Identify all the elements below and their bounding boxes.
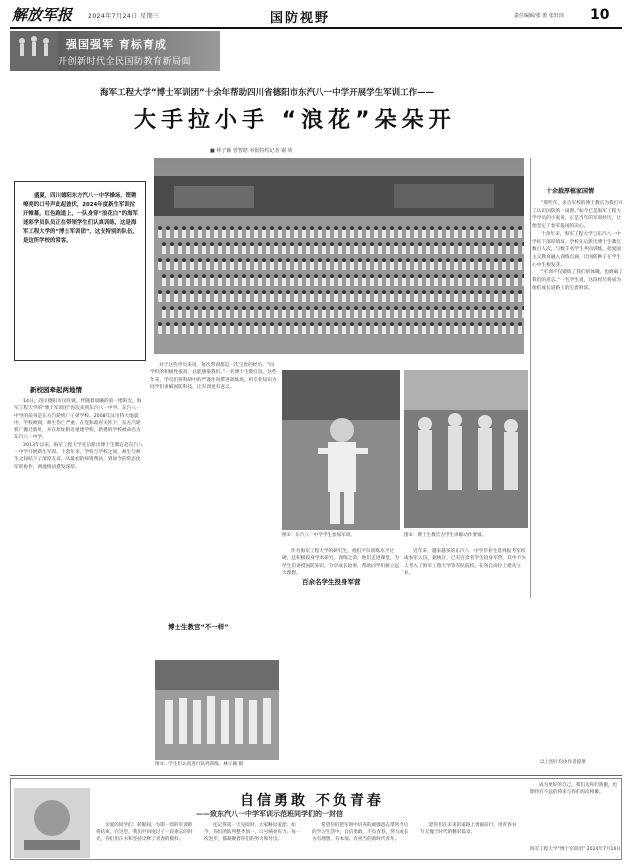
column-3-paragraph: 对于这些学员来说，每次带训都是一次宝贵的经历。“同学们的积极性很高，总能感染我们。”一名博士生教官说。这些年来，学员们将科研中的严谨作风带进训练场，用专业知识为同学们讲解国防科技，让军训更有意义。: [150, 363, 277, 390]
text-column-4: [404, 548, 528, 768]
letter-paragraph-1: 亲爱的同学们：转眼间，为期一周的军训即将结束。在这里，我们共同度过了一段难忘的时光，你们用汗水和坚持诠释了青春的模样。: [96, 823, 193, 842]
photo-instructor: [282, 370, 400, 530]
letter-signature: 海军工程大学“博士军训团” 2024年7月16日: [530, 847, 621, 852]
intro-box: [14, 181, 146, 361]
subhead-3: 百余名学生投身军营: [302, 578, 361, 586]
letter-column-3: [312, 822, 412, 858]
article-byline: ■ 林子颖 曾智皓 本报特约记者 谢 欣: [210, 148, 293, 154]
photo-drill: [404, 370, 528, 528]
right-column: [532, 200, 624, 292]
campaign-banner: [10, 31, 220, 71]
right-paragraph-2: 十余年来，海军工程大学与东汽八一中学结下深厚情谊。学校先后派出博士生教官数百人次，与数千名学生共同训练，把爱国主义教育融入训练点滴，让国防种子在学生心中生根发芽。: [532, 231, 622, 268]
intro-text: 盛夏，四川德阳东方汽八一中学操场，铿锵嘹亮的口号声此起彼伏，2024年度新生军训拉开帷幕。红色跑道上，一队身穿“浪花白”的海军迷彩学员队员正在带领学生们认真训练，这是海军工程大学的“博士军训团”，这支特别的队伍，是这所学校的常客。: [23, 193, 138, 244]
text-column-2: [150, 362, 278, 652]
photo-credit-note: 以上图片均由作者提供: [540, 760, 586, 765]
page-number: 10: [590, 7, 610, 23]
editors-credit: 责任编辑/张 蕾 张轩玮: [514, 13, 564, 19]
column-5-paragraph: 近年来，越来越多的东汽八一中学毕业生选择报考军校或参军入伍。据统计，已有百余名学生投身军营，其中不少人考入了海军工程大学等军队院校，在各自岗位上建功立业。: [404, 549, 526, 576]
caption-photo-2: 图②：博士生教官为学生讲解动作要领。: [404, 533, 487, 538]
bottom-rule: [10, 775, 622, 776]
top-rule: [10, 27, 622, 29]
letter-closing: 成为更好的自己，我们为你们骄傲，也期待在不远的将来与你们再次相聚。: [530, 783, 618, 795]
masthead: [0, 0, 631, 30]
running-figures-icon: [10, 31, 58, 71]
right-subhead: 十余载厚植家国情: [546, 188, 595, 195]
decorative-graphic: [14, 788, 90, 858]
column-4-paragraph: 作为海军工程大学的研究生，他们不仅训练水平过硬，还积极投身学术研究。训练之余，他们走进课堂，为学生们讲授国防知识，分享成长故事，帮助同学们树立远大理想。: [282, 549, 400, 576]
banner-subtitle: 开创新时代全民国防教育新局面: [58, 57, 192, 67]
letter-paragraph-2: 还记得第一天见面时，大家略显羞涩；如今，你们的队列整齐划一，口号响亮有力。每一次进步，都凝聚着你们的努力和付出。: [204, 823, 301, 842]
newspaper-logo: [10, 3, 78, 25]
banner-slogan: 强国强军 育标育成: [66, 38, 167, 51]
letter-paragraph-3: 希望你们把军训中培养的顽强意志带到今后的学习生活中，自信勇敢，不负青春，努力成长为有理想、有本领、有担当的新时代青年。: [312, 823, 409, 842]
letter-column-1: [96, 822, 196, 858]
right-paragraph-1: “那些年，来自军校的博士教官为我打开了认识国防的一扇窗。”如今已是海军工程大学学员的小张说，正是当年的军训经历，让他坚定了参军报国的决心。: [532, 201, 624, 230]
photo-group: [155, 660, 279, 760]
right-paragraph-3: “军训不仅锻炼了我们的体魄，也磨砺了我们的意志。”一名学生说，这段经历将成为他们成长道路上的宝贵财富。: [532, 270, 624, 291]
letter-column-2: [204, 822, 304, 858]
letter-right-column: [530, 782, 620, 796]
svg-text:解放军报: 解放军报: [12, 6, 73, 24]
issue-date: 2024年7月24日 星期三: [88, 13, 160, 20]
letter-paragraph-4: 愿你们在未来的道路上勇毅前行，用青春书写无愧于时代的精彩篇章。: [420, 823, 517, 835]
column-divider: [530, 158, 531, 598]
section-title: 国防视野: [270, 11, 331, 26]
article-kicker: 海军工程大学“博士军训团”十余年帮助四川省德阳市东汽八一中学开展学生军训工作——: [100, 88, 435, 98]
letter-subtitle: ——致东汽八一中学军训示范班同学们的一封信: [196, 810, 343, 818]
letter-column-4: [420, 822, 520, 858]
text-column-1: [14, 398, 144, 768]
letter-title: 自信勇敢 不负青春: [240, 793, 384, 809]
article-headline: 大手拉小手 “浪花”朵朵开: [134, 108, 456, 133]
column-1-paragraph: 14日，四川德阳市汉旺镇，伴随着晨曦的第一缕阳光，海军工程大学的“博士军训团”再次来到东汽八一中学。东汽八一中学的前身是东方汽轮机厂子弟学校。2008年汶川特大地震中，学校被毁，师生伤亡严重。在党和政府关怀下，东方汽轮机厂搬迁新址，并在原址附近重建学校，新建的学校被命名为东汽八一中学。: [14, 399, 142, 441]
subhead-1: 新校园牵起两地情: [30, 386, 82, 394]
column-2-paragraph: 2013年以来，海军工程大学先后派出博士生教官赴东汽八一中学开展新生军训。十余年来，学校与学校之间、师生与师生之间结下了深厚友谊。从最初的师资帮扶，到如今的常态化军训协作，两地情谊愈发深厚。: [14, 442, 143, 470]
main-photo: [154, 158, 524, 354]
caption-photo-1: 图①：东汽八一中学学生参加军训。: [282, 533, 356, 538]
caption-photo-3: 图③：学生们认真进行队列训练。林子颖 摄: [155, 762, 244, 767]
subhead-2: 博士生教官“不一样”: [168, 623, 229, 631]
